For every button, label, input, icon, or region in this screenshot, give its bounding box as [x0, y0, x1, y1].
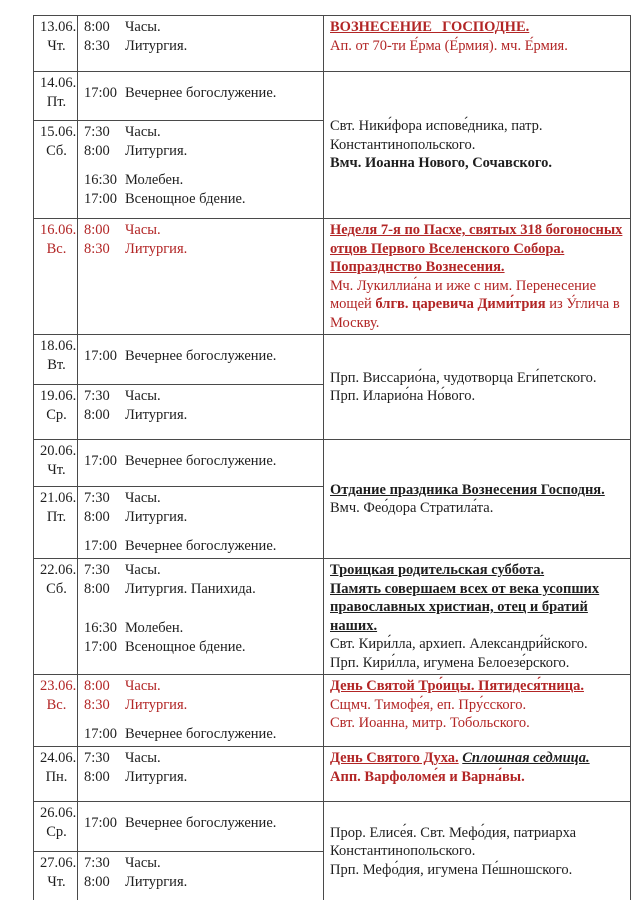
date-weekday: Чт.: [47, 462, 66, 478]
services-cell: [78, 16, 324, 72]
feast-paragraph: [330, 714, 626, 733]
date-cell: [34, 16, 78, 72]
service-time: 8:00: [84, 509, 110, 525]
service-line: [84, 347, 319, 366]
service-time: 17:00: [84, 85, 118, 101]
feast-text: из У́глича в Москву.: [330, 296, 620, 331]
date-day: 26.06.: [40, 805, 77, 821]
table-row: [34, 440, 631, 487]
service-line: [84, 221, 319, 240]
date-day: 16.06.: [40, 222, 77, 238]
service-name: Вечернее богослужение.: [125, 815, 277, 831]
service-name: Литургия.: [125, 241, 188, 257]
feast-paragraph: [330, 580, 626, 636]
service-name: Литургия.: [125, 769, 188, 785]
service-line: [84, 84, 319, 103]
service-name: Всенощное бдение.: [125, 191, 246, 207]
service-line: [84, 537, 319, 556]
service-time: 17:00: [84, 726, 118, 742]
table-row: [34, 335, 631, 385]
service-line-spacer: [84, 527, 319, 537]
service-name: Часы.: [125, 124, 161, 140]
service-name: Вечернее богослужение.: [125, 348, 277, 364]
service-name: Часы.: [125, 562, 161, 578]
date-day: 14.06.: [40, 75, 77, 91]
service-name: Литургия.: [125, 509, 188, 525]
service-time: [84, 74, 125, 84]
date-day: 23.06.: [40, 678, 77, 694]
services-cell: [78, 121, 324, 219]
service-line: [84, 171, 319, 190]
feast-paragraph: [330, 37, 626, 56]
feast-text: Вмч. Фео́дора Стратила́та.: [330, 500, 494, 516]
feast-paragraph: [330, 654, 626, 673]
feast-cell: [324, 16, 631, 72]
feast-cell: [324, 675, 631, 747]
service-line: [84, 854, 319, 873]
date-weekday: Вс.: [46, 697, 67, 713]
service-time: 17:00: [84, 453, 118, 469]
service-name: Всенощное бдение.: [125, 639, 246, 655]
date-day: 13.06.: [40, 19, 77, 35]
date-cell: [34, 802, 78, 852]
service-line-spacer: [84, 609, 319, 619]
services-cell: [78, 440, 324, 487]
service-line-spacer: [84, 74, 319, 84]
service-time: [84, 609, 125, 619]
service-line-spacer: [84, 599, 319, 609]
service-line: [84, 677, 319, 696]
feast-text: Отдание праздника Вознесения Господня.: [330, 481, 605, 498]
service-line-spacer: [84, 804, 319, 814]
date-day: 24.06.: [40, 750, 77, 766]
service-time: 7:30: [84, 855, 110, 871]
service-time: 8:00: [84, 874, 110, 890]
services-cell: [78, 72, 324, 121]
service-name: Литургия. Панихида.: [125, 581, 256, 597]
feast-cell: [324, 802, 631, 900]
date-weekday: Ср.: [46, 824, 67, 840]
service-name: Часы.: [125, 222, 161, 238]
feast-text: Прор. Елисе́я. Свт. Мефо́дия, патриарха Константинопольского.: [330, 824, 577, 860]
service-name: Молебен.: [125, 620, 184, 636]
feast-paragraph: [330, 861, 626, 880]
feast-paragraph: [330, 499, 626, 518]
service-name: Часы.: [125, 855, 161, 871]
feast-text: Мч. Лукиллиа́на и иже с ним. Перенесение мощей: [330, 277, 597, 312]
table-row: [34, 16, 631, 72]
feast-text: Неделя 7-я по Пасхе, святых 318 богоносных отцов Первого Вселенского Собора. Попразднство Вознесения.: [330, 222, 623, 275]
services-cell: [78, 747, 324, 802]
date-weekday: Чт.: [47, 38, 66, 54]
date-day: 19.06.: [40, 388, 77, 404]
feast-text: Прп. Мефо́дия, игумена Пе́шношского.: [330, 861, 573, 878]
schedule-table-body: [34, 16, 631, 900]
service-line: [84, 240, 319, 259]
table-row: [34, 675, 631, 747]
feast-text: День Святой Тро́ицы. Пятидеся́тница.: [330, 678, 584, 694]
service-name: Литургия.: [125, 874, 188, 890]
feast-paragraph: [330, 635, 626, 654]
date-cell: [34, 385, 78, 440]
service-line: [84, 749, 319, 768]
services-cell: [78, 802, 324, 852]
date-cell: [34, 675, 78, 747]
feast-text: Память совершаем всех от века усопших православных христиан, отец и братий наших.: [330, 580, 600, 634]
schedule-table: [33, 15, 631, 900]
service-time: [84, 527, 125, 537]
service-time: 17:00: [84, 191, 118, 207]
date-day: 15.06.: [40, 124, 77, 140]
service-time: [84, 442, 125, 452]
feast-text: Троицкая родительская суббота.: [330, 562, 545, 578]
feast-text: Сплошная седмица.: [462, 750, 590, 766]
service-time: [84, 161, 125, 171]
service-time: 8:00: [84, 407, 110, 423]
feast-paragraph: [330, 768, 626, 787]
feast-cell: [324, 559, 631, 675]
service-line: [84, 696, 319, 715]
date-weekday: Пт.: [46, 94, 67, 110]
feast-text: Свт. Кири́лла, архиеп. Александри́йского.: [330, 636, 588, 652]
date-weekday: Пт.: [46, 509, 67, 525]
feast-paragraph: [330, 18, 626, 37]
service-name: Вечернее богослужение.: [125, 726, 277, 742]
service-time: 17:00: [84, 815, 118, 831]
service-time: 8:00: [84, 19, 110, 35]
date-cell: [34, 72, 78, 121]
table-row: [34, 802, 631, 852]
service-line: [84, 508, 319, 527]
table-row: [34, 747, 631, 802]
feast-cell: [324, 335, 631, 440]
feast-cell: [324, 440, 631, 559]
service-line: [84, 387, 319, 406]
feast-paragraph: [330, 387, 626, 406]
services-cell: [78, 335, 324, 385]
service-time: 17:00: [84, 348, 118, 364]
service-line: [84, 489, 319, 508]
feast-paragraph: [330, 696, 626, 715]
service-line: [84, 452, 319, 471]
service-line: [84, 142, 319, 161]
service-name: Литургия.: [125, 697, 188, 713]
date-cell: [34, 440, 78, 487]
service-line: [84, 638, 319, 657]
service-line: [84, 768, 319, 787]
date-weekday: Вт.: [47, 357, 66, 373]
feast-text: Прп. Кири́лла, игумена Белоезе́рского.: [330, 654, 570, 671]
table-row: [34, 219, 631, 335]
feast-paragraph: [330, 677, 626, 696]
service-time: 17:00: [84, 538, 118, 554]
service-time: 16:30: [84, 172, 118, 188]
service-time: 7:30: [84, 490, 110, 506]
date-day: 18.06.: [40, 338, 77, 354]
service-line-spacer: [84, 715, 319, 725]
service-name: Часы.: [125, 490, 161, 506]
feast-paragraph: [330, 277, 626, 333]
services-cell: [78, 675, 324, 747]
service-name: Молебен.: [125, 172, 184, 188]
date-cell: [34, 559, 78, 675]
date-cell: [34, 335, 78, 385]
date-cell: [34, 747, 78, 802]
feast-text: Вмч. Иоанна Нового, Сочавского.: [330, 155, 552, 172]
service-time: 8:30: [84, 697, 110, 713]
service-time: 8:00: [84, 678, 110, 694]
service-name: Вечернее богослужение.: [125, 453, 277, 469]
service-line: [84, 619, 319, 638]
feast-text: Апп. Варфоломе́я и Варна́вы.: [330, 768, 525, 785]
feast-paragraph: [330, 749, 626, 768]
service-name: Часы.: [125, 19, 161, 35]
feast-text: День Святого Духа.: [330, 750, 459, 766]
service-line: [84, 725, 319, 744]
feast-text: Сщмч. Тимофе́я, еп. Пру́сского.: [330, 696, 527, 713]
date-day: 22.06.: [40, 562, 77, 578]
date-day: 21.06.: [40, 490, 77, 506]
service-line: [84, 18, 319, 37]
service-time: 8:00: [84, 143, 110, 159]
date-weekday: Сб.: [46, 581, 67, 597]
service-time: 8:30: [84, 38, 110, 54]
service-time: 8:30: [84, 241, 110, 257]
feast-text: Прп. Иларио́на Но́вого.: [330, 388, 476, 404]
date-cell: [34, 219, 78, 335]
date-cell: [34, 121, 78, 219]
service-line: [84, 873, 319, 892]
feast-text: ВОЗНЕСЕНИЕ ГОСПОДНЕ.: [330, 19, 530, 35]
service-line: [84, 123, 319, 142]
table-row: [34, 72, 631, 121]
date-day: 27.06.: [40, 855, 77, 871]
service-time: [84, 715, 125, 725]
service-line: [84, 37, 319, 56]
date-weekday: Ср.: [46, 407, 67, 423]
service-name: Вечернее богослужение.: [125, 85, 277, 101]
service-line: [84, 190, 319, 209]
date-weekday: Пн.: [45, 769, 68, 785]
service-name: Литургия.: [125, 38, 188, 54]
date-weekday: Чт.: [47, 874, 66, 890]
service-line: [84, 580, 319, 599]
feast-text: Свт. Ники́фора испове́дника, патр. Константинопольского.: [330, 118, 543, 153]
service-name: Литургия.: [125, 407, 188, 423]
service-time: 7:30: [84, 562, 110, 578]
service-name: Вечернее богослужение.: [125, 538, 277, 554]
date-weekday: Вс.: [46, 241, 67, 257]
service-time: 7:30: [84, 388, 110, 404]
service-name: Литургия.: [125, 143, 188, 159]
feast-paragraph: [330, 481, 626, 500]
feast-paragraph: [330, 221, 626, 277]
services-cell: [78, 219, 324, 335]
service-line: [84, 561, 319, 580]
services-cell: [78, 559, 324, 675]
service-time: 7:30: [84, 750, 110, 766]
feast-cell: [324, 72, 631, 219]
service-line: [84, 814, 319, 833]
feast-paragraph: [330, 369, 626, 388]
service-time: 16:30: [84, 620, 118, 636]
feast-paragraph: [330, 154, 626, 173]
feast-text: Прп. Виссарио́на, чудотворца Еги́петского.: [330, 369, 597, 386]
service-name: Часы.: [125, 678, 161, 694]
service-line-spacer: [84, 161, 319, 171]
feast-cell: [324, 219, 631, 335]
service-time: 8:00: [84, 769, 110, 785]
feast-paragraph: [330, 117, 626, 154]
table-row: [34, 559, 631, 675]
feast-cell: [324, 747, 631, 802]
service-time: 8:00: [84, 222, 110, 238]
service-line: [84, 406, 319, 425]
service-time: [84, 337, 125, 347]
feast-paragraph: [330, 561, 626, 580]
service-time: [84, 804, 125, 814]
feast-paragraph: [330, 824, 626, 861]
date-cell: [34, 487, 78, 559]
date-weekday: Сб.: [46, 143, 67, 159]
service-name: Часы.: [125, 388, 161, 404]
feast-text: Свт. Иоанна, митр. Тобольского.: [330, 715, 530, 731]
service-time: 7:30: [84, 124, 110, 140]
date-day: 20.06.: [40, 443, 77, 459]
date-cell: [34, 852, 78, 900]
service-name: Часы.: [125, 750, 161, 766]
feast-text: Ап. от 70-ти Е́рма (Е́рмия). мч. Е́рмия.: [330, 37, 568, 54]
services-cell: [78, 852, 324, 900]
service-time: 8:00: [84, 581, 110, 597]
service-time: [84, 599, 125, 609]
feast-text: блгв. царевича Дими́трия: [375, 296, 546, 312]
services-cell: [78, 385, 324, 440]
service-time: 17:00: [84, 639, 118, 655]
service-line-spacer: [84, 337, 319, 347]
service-line-spacer: [84, 442, 319, 452]
services-cell: [78, 487, 324, 559]
